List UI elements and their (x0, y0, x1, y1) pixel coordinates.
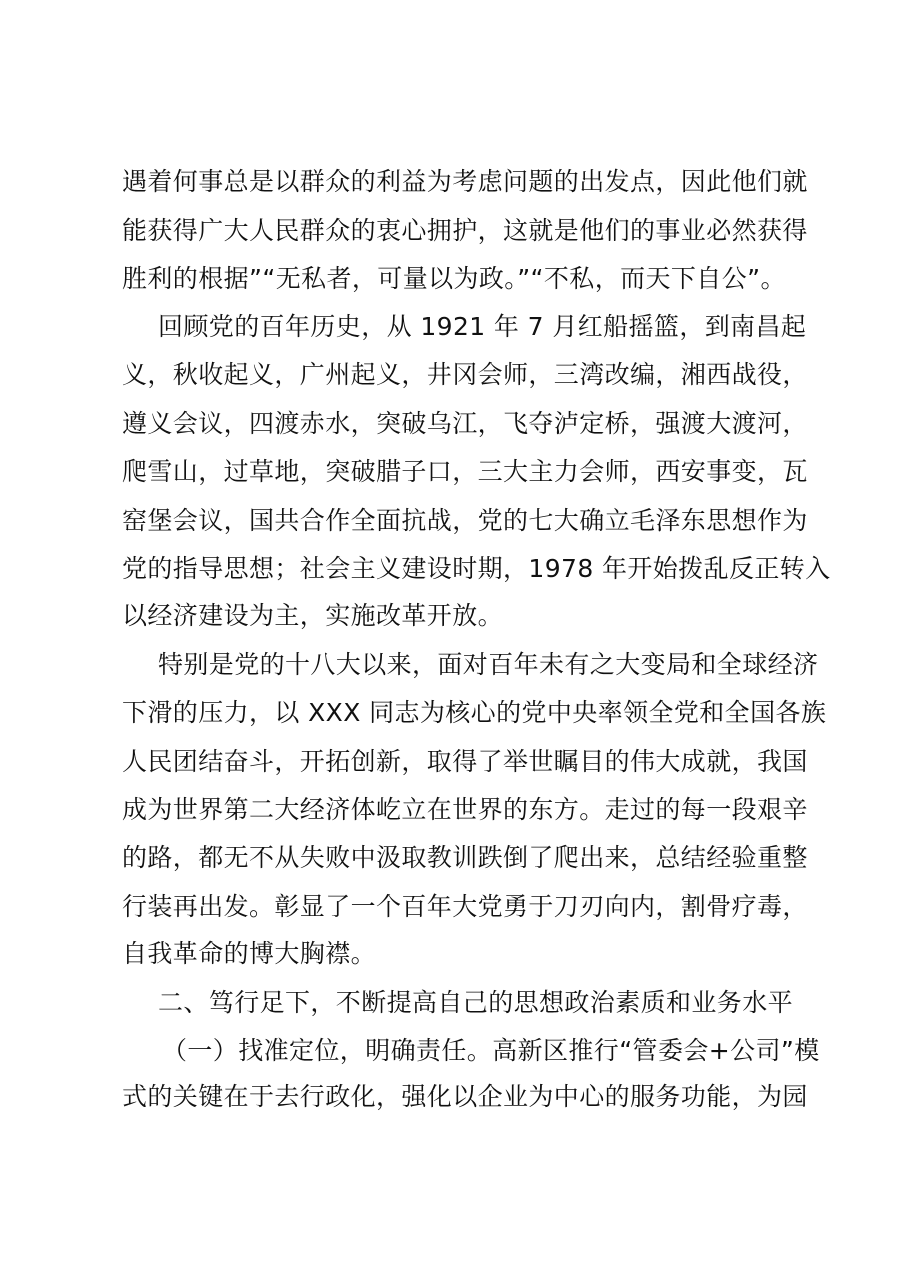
text-line-12: 下滑的压力，以 XXX 同志为核心的党中央率领全党和全国各族 (122, 698, 827, 727)
text-line-17: 自我革命的博大胸襟。 (122, 939, 377, 968)
paragraph-start-line: 回顾党的百年历史，从 1921 年 7 月红船摇篮，到南昌起 (158, 312, 807, 341)
text-line-14: 成为世界第二大经济体屹立在世界的东方。走过的每一段艰辛 (122, 795, 808, 824)
section-heading: 二、笃行足下，不断提高自己的思想政治素质和业务水平 (158, 988, 794, 1017)
text-line-2: 能获得广大人民群众的衷心拥护，这就是他们的事业必然获得 (122, 216, 808, 245)
text-line-6: 遵义会议，四渡赤水，突破乌江，飞夺泸定桥，强渡大渡河， (122, 409, 808, 438)
text-line-5: 义，秋收起义，广州起义，井冈会师，三湾改编，湘西战役， (122, 360, 808, 389)
text-line-3: 胜利的根据”“无私者，可量以为政。”“不私，而天下自公”。 (122, 264, 786, 293)
text-line-8: 窑堡会议，国共合作全面抗战，党的七大确立毛泽东思想作为 (122, 506, 808, 535)
subsection-start-line: （一）找准定位，明确责任。高新区推行“管委会+公司”模 (162, 1036, 820, 1065)
text-line-7: 爬雪山，过草地，突破腊子口，三大主力会师，西安事变，瓦 (122, 457, 808, 486)
text-line-15: 的路，都无不从失败中汲取教训跌倒了爬出来，总结经验重整 (122, 843, 808, 872)
paragraph-start-line: 特别是党的十八大以来，面对百年未有之大变局和全球经济 (158, 650, 819, 679)
text-line-10: 以经济建设为主，实施改革开放。 (122, 601, 504, 630)
text-line-9: 党的指导思想；社会主义建设时期，1978 年开始拨乱反正转入 (122, 554, 831, 583)
text-line-13: 人民团结奋斗，开拓创新，取得了举世瞩目的伟大成就，我国 (122, 747, 808, 776)
text-line-16: 行装再出发。彰显了一个百年大党勇于刀刃向内，割骨疗毒， (122, 892, 808, 921)
text-line-20: 式的关键在于去行政化，强化以企业为中心的服务功能，为园 (122, 1082, 808, 1111)
text-line-1: 遇着何事总是以群众的利益为考虑问题的出发点，因此他们就 (122, 167, 808, 196)
